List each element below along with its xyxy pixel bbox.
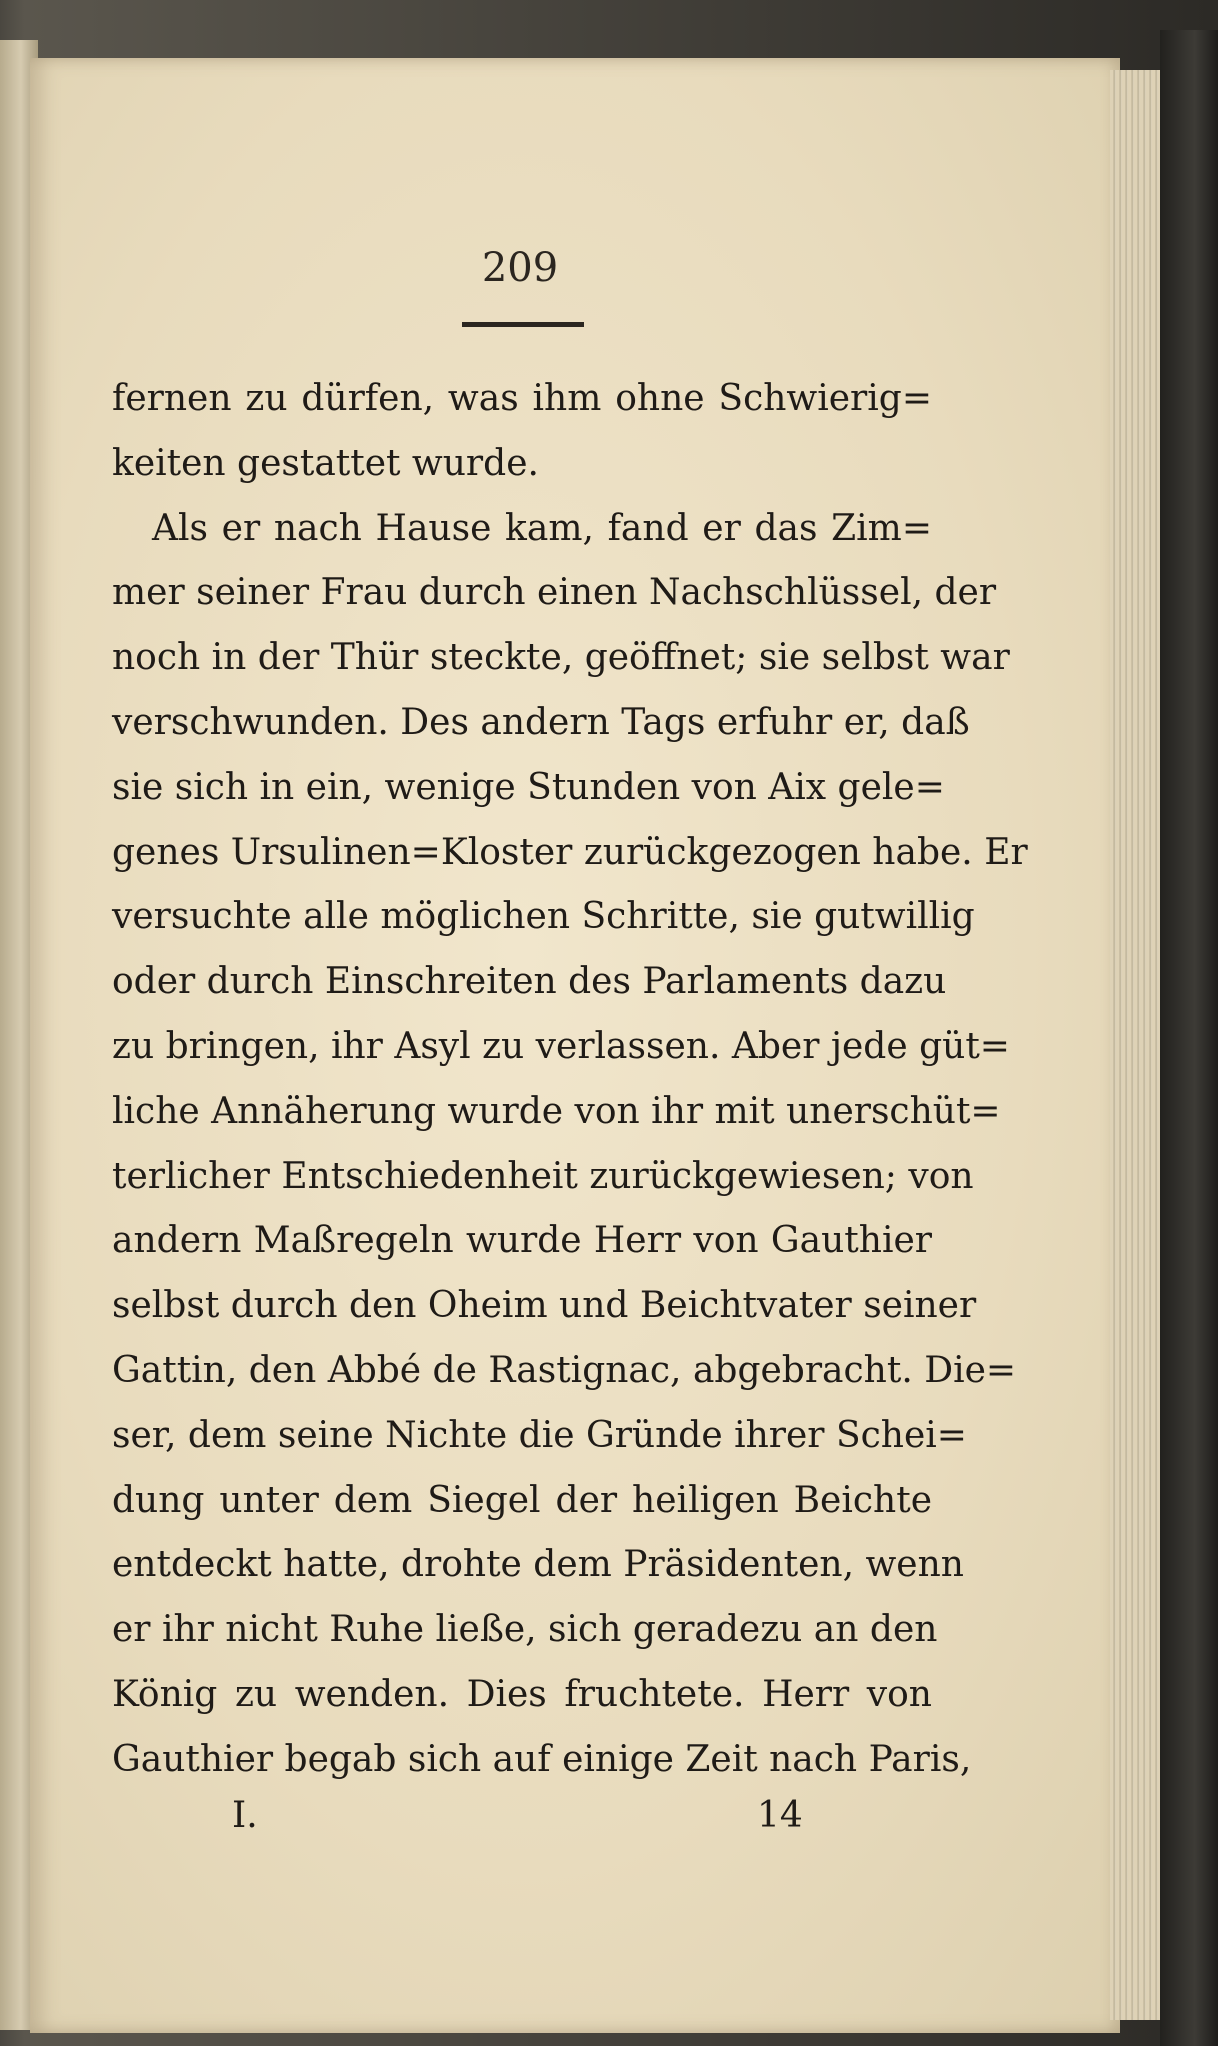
text-line: dung unter dem Siegel der heiligen Beichte <box>112 1479 932 1521</box>
book-cover <box>1160 30 1218 2046</box>
text-line: genes Ursulinen=Kloster zurückgezogen habe. Er <box>112 831 1028 873</box>
text-line: versuchte alle möglichen Schritte, sie gutwillig <box>112 896 975 938</box>
sheet-number: 14 <box>757 1795 803 1836</box>
text-line: mer seiner Frau durch einen Nachschlüssel, der <box>112 572 997 614</box>
text-line: keiten gestattet wurde. <box>112 442 539 484</box>
text-line: oder durch Einschreiten des Parlaments dazu <box>112 961 947 1003</box>
text-line: sie sich in ein, wenige Stunden von Aix gele= <box>112 766 945 808</box>
text-line: Als er nach Hause kam, fand er das Zim= <box>152 507 932 549</box>
text-line: er ihr nicht Ruhe ließe, sich geradezu an den <box>112 1609 938 1651</box>
text-line: zu bringen, ihr Asyl zu verlassen. Aber jede güt= <box>112 1025 1010 1067</box>
text-line: selbst durch den Oheim und Beichtvater seiner <box>112 1285 977 1327</box>
signature-mark: I. <box>232 1795 258 1836</box>
body-text <box>112 367 1028 1793</box>
text-line: verschwunden. Des andern Tags erfuhr er, daß <box>112 701 970 743</box>
text-line: fernen zu dürfen, was ihm ohne Schwierig= <box>112 378 932 419</box>
text-line: Gauthier begab sich auf einige Zeit nach Paris, <box>112 1738 972 1780</box>
text-line: andern Maßregeln wurde Herr von Gauthier <box>112 1220 932 1262</box>
text-line: Gattin, den Abbé de Rastignac, abgebracht. Die= <box>112 1349 1017 1391</box>
text-line: König zu wenden. Dies fruchtete. Herr von <box>112 1673 932 1715</box>
text-line: noch in der Thür steckte, geöffnet; sie selbst war <box>112 637 1010 679</box>
text-line: ser, dem seine Nichte die Gründe ihrer Schei= <box>112 1414 967 1456</box>
page-number: 209 <box>481 245 559 291</box>
header-rule <box>462 322 584 327</box>
text-line: liche Annäherung wurde von ihr mit unerschüt= <box>112 1090 1001 1132</box>
text-line: entdeckt hatte, drohte dem Präsidenten, wenn <box>112 1544 964 1586</box>
text-line: terlicher Entschiedenheit zurückgewiesen; von <box>112 1155 974 1197</box>
page-edges <box>1110 70 1164 2020</box>
